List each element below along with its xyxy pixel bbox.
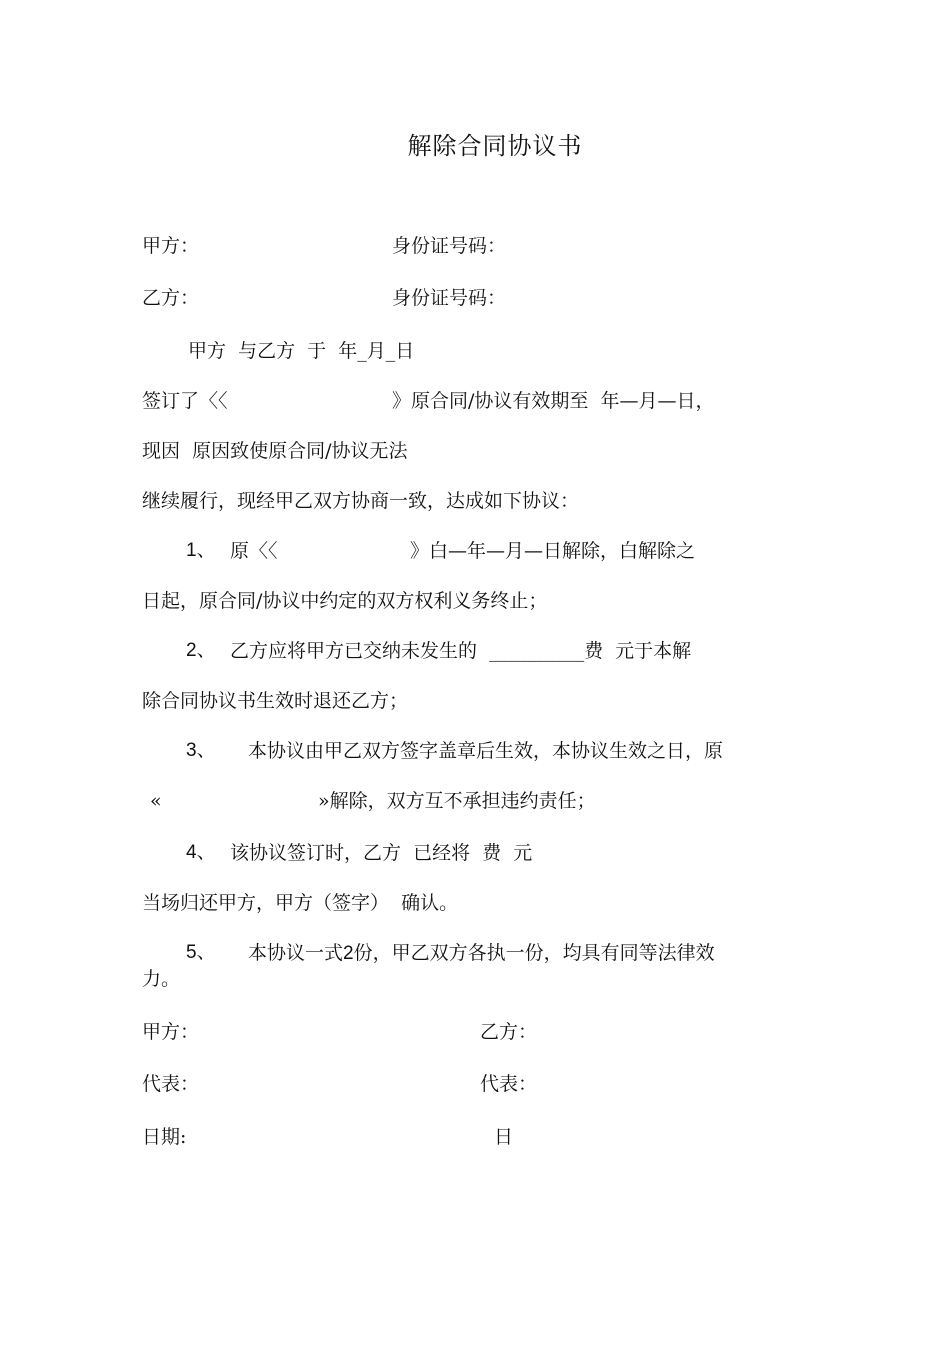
clause-5-line-a — [248, 942, 715, 965]
clause-5-line-a-pre: 本协议一式 — [248, 942, 344, 964]
clause-5-line-a-post: 份，甲乙双方各执一份，均具有同等法律效 — [353, 942, 715, 964]
party-b-label: 乙方： — [142, 287, 200, 309]
intro-line-1: 甲方 与乙方 于 年_月_日 — [188, 340, 415, 362]
signature-day-char: 日 — [494, 1126, 514, 1148]
clause-5-line-b: 力。 — [142, 968, 181, 990]
clause-3-line-b-left: « — [150, 790, 162, 812]
intro-line-3: 现因 原因致使原合同/协议无法 — [142, 440, 408, 462]
clause-5-number: 5、 — [186, 942, 216, 963]
signature-date-label: 日期: — [142, 1126, 187, 1148]
intro-line-2-right: 》原合同/协议有效期至 年—月—日， — [392, 390, 715, 412]
party-a-label: 甲方： — [142, 235, 200, 257]
clause-4-number: 4、 — [186, 842, 216, 863]
clause-1-line-b: 日起，原合同/协议中约定的双方权利义务终止； — [142, 590, 548, 612]
clause-2-number: 2、 — [186, 640, 216, 661]
clause-4-line-a: 该协议签订时，乙方 已经将 费 元 — [230, 842, 533, 864]
clause-5-copies-count: 2 — [343, 943, 354, 964]
intro-line-2-left: 签订了〈〈 — [142, 390, 228, 412]
clause-1-number: 1、 — [186, 540, 216, 561]
clause-3-line-a: 本协议由甲乙双方签字盖章后生效，本协议生效之日，原 — [248, 740, 724, 762]
clause-4-line-b: 当场归还甲方，甲方（签字） 确认。 — [142, 892, 459, 914]
clause-3-number: 3、 — [186, 740, 216, 761]
clause-2-line-b: 除合同协议书生效时退还乙方； — [142, 690, 409, 712]
clause-2-line-a: 乙方应将甲方已交纳未发生的 __________费 元于本解 — [230, 640, 692, 662]
clause-1-line-a: 原〈〈 — [230, 540, 278, 562]
clause-3-line-b-right: »解除，双方互不承担违约责任； — [318, 790, 596, 812]
clause-1-line-a-right: 》白—年—月—日解除，白解除之 — [410, 540, 696, 562]
signature-party-a: 甲方： — [142, 1021, 200, 1043]
signature-party-b: 乙方： — [480, 1021, 538, 1043]
intro-line-4: 继续履行，现经甲乙双方协商一致，达成如下协议： — [142, 490, 580, 512]
signature-rep-a: 代表： — [142, 1073, 200, 1095]
signature-rep-b: 代表： — [480, 1073, 538, 1095]
document-title: 解除合同协议书 — [407, 132, 583, 160]
party-b-id-label: 身份证号码： — [392, 287, 507, 309]
party-a-id-label: 身份证号码： — [392, 235, 507, 257]
